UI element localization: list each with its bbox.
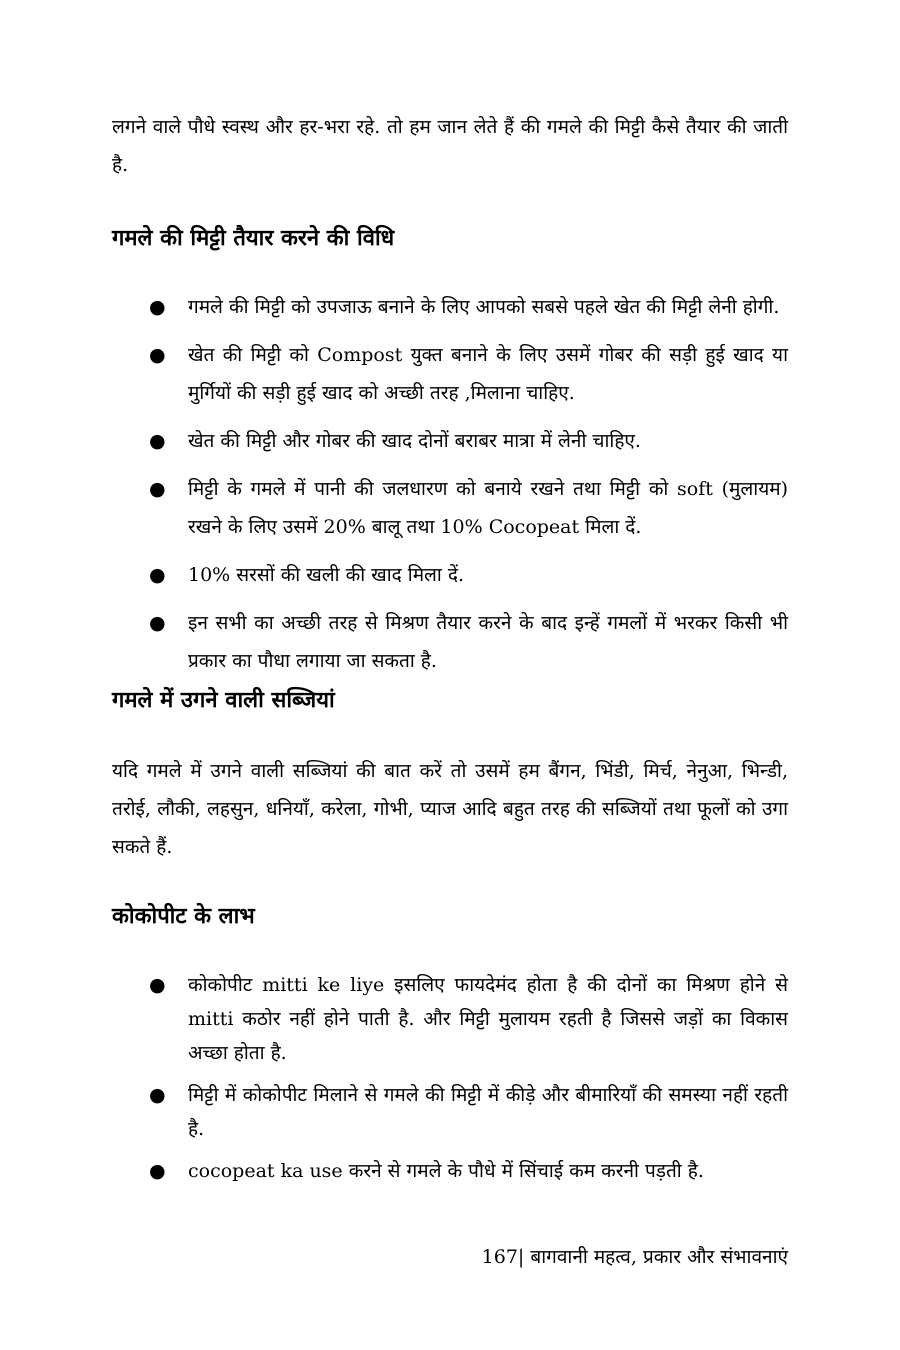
- section-heading-vegetables: गमले में उगने वाली सब्जियां: [112, 688, 335, 713]
- list-item: ● इन सभी का अच्छी तरह से मिश्रण तैयार करने के बाद इन्हें गमलों में भरकर किसी भी प्रकार का पौधा लगाया जा सकता है.: [112, 604, 788, 680]
- bullet-icon: ●: [149, 612, 166, 634]
- bullet-icon: ●: [149, 430, 166, 452]
- bullet-icon: ●: [149, 344, 166, 366]
- section-heading-soil-method: गमले की मिट्टी तैयार करने की विधि: [112, 226, 395, 251]
- bullet-icon: ●: [149, 1160, 166, 1182]
- vegetables-paragraph: यदि गमले में उगने वाली सब्जियां की बात करें तो उसमें हम बैंगन, भिंडी, मिर्च, नेनुआ, भिन्डी, तरोई, लौकी, लहसुन, धनियाँ, करेला, गोभी, प्याज आदि बहुत तरह की सब्जियों तथा फूलों को उगा सकते हैं.: [112, 760, 788, 858]
- list-item: ● मिट्टी में कोकोपीट मिलाने से गमले की मिट्टी में कीड़े और बीमारियाँ की समस्या नहीं रहती है.: [112, 1078, 788, 1146]
- list-item: ● खेत की मिट्टी को Compost युक्त बनाने के लिए उसमें गोबर की सड़ी हुई खाद या मुर्गियों की सड़ी हुई खाद को अच्छी तरह ,मिलाना चाहिए.: [112, 336, 788, 412]
- page-footer: 167| बागवानी महत्व, प्रकार और संभावनाएं: [481, 1246, 788, 1268]
- bullet-icon: ●: [149, 564, 166, 586]
- bullet-icon: ●: [149, 1084, 166, 1106]
- page-content: [112, 108, 788, 1188]
- bullet-icon: ●: [149, 974, 166, 996]
- list-item: ● कोकोपीट mitti ke liye इसलिए फायदेमंद होता है की दोनों का मिश्रण होने से mitti कठोर नहीं होने पाती है. और मिट्टी मुलायम रहती है जिससे जड़ों का विकास अच्छा होता है.: [112, 968, 788, 1070]
- list-item: ● गमले की मिट्टी को उपजाऊ बनाने के लिए आपको सबसे पहले खेत की मिट्टी लेनी होगी.: [112, 288, 788, 326]
- section-heading-cocopeat-benefits: कोकोपीट के लाभ: [112, 904, 255, 929]
- list-item: ● cocopeat ka use करने से गमले के पौधे में सिंचाई कम करनी पड़ती है.: [112, 1154, 788, 1188]
- bullet-icon: ●: [149, 296, 166, 318]
- list-item: ● खेत की मिट्टी और गोबर की खाद दोनों बराबर मात्रा में लेनी चाहिए.: [112, 422, 788, 460]
- intro-paragraph: लगने वाले पौधे स्वस्थ और हर-भरा रहे. तो हम जान लेते हैं की गमले की मिट्टी कैसे तैयार की जाती है.: [112, 116, 788, 176]
- bullet-icon: ●: [149, 478, 166, 500]
- soil-method-list: [112, 288, 788, 680]
- list-item: ● मिट्टी के गमले में पानी की जलधारण को बनाये रखने तथा मिट्टी को soft (मुलायम) रखने के लिए उसमें 20% बालू तथा 10% Cocopeat मिला दें.: [112, 470, 788, 546]
- cocopeat-benefits-list: [112, 968, 788, 1188]
- list-item: ● 10% सरसों की खली की खाद मिला दें.: [112, 556, 788, 594]
